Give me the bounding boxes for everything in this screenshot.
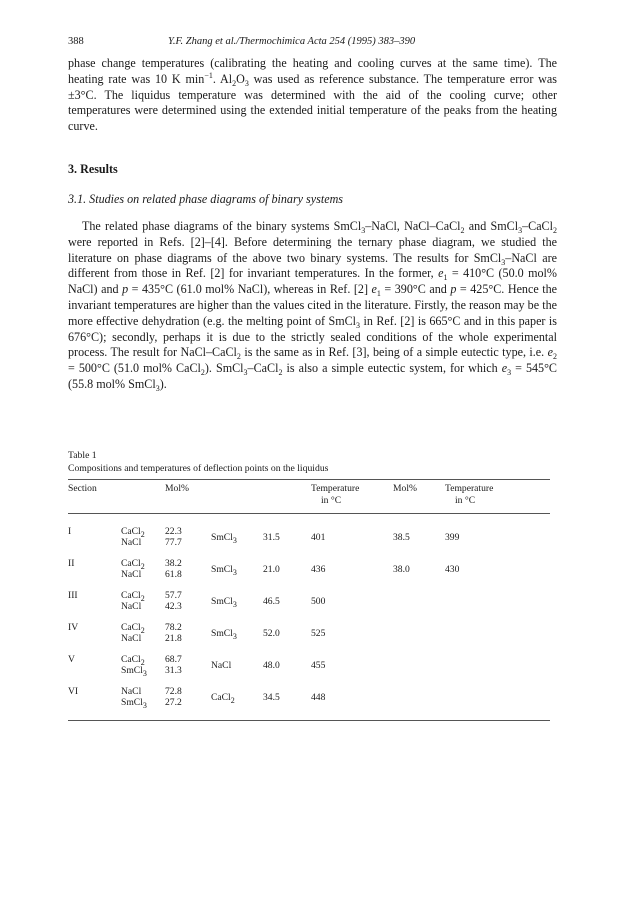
header-mol-2: Mol% — [393, 482, 417, 494]
running-head — [68, 36, 557, 54]
header-section: Section — [68, 482, 97, 494]
header-temp-1: Temperature in °C — [311, 482, 360, 506]
section-heading-results: 3. Results — [68, 161, 118, 176]
table-1 — [68, 479, 550, 721]
table-row: VI NaCl SmCl$_3$ 72.8 27.2 CaCl$_2$ 34.5 448 — [68, 686, 550, 721]
paragraph-binary-systems: The related phase diagrams of the binary systems SmCl$_3$–NaCl, NaCl–CaCl$_2$ and SmCl$_3$–CaCl$_2$ were reported in Refs. [2]–[4]. Before determining the ternary phase diagram, we studied the literature on phase diagrams of the above two binary systems. The results for SmCl$_3$–NaCl are different from those in Ref. [2] for invariant temperatures. In the former, $e_1 = 410^\circ C$ (50.0 mol% NaCl) and p = 435°C (61.0 mol% NaCl), whereas in Ref. [2] $e_1 = 390^\circ C$ and p = 425°C. Hence the invariant temperatures are higher than the values cited in the literature. Firstly, the reason may be the more effective dehydration (e.g. the melting point of SmCl$_3$ in Ref. [2] is 665°C and in this paper is 676°C); secondly, perhaps it is due to the strictly sealed conditions of the whole experimental process. The result for NaCl–CaCl$_2$ is the same as in Ref. [3], being of a simple eutectic type, i.e. $e_2 = 500^\circ C$ (51.0 mol% CaCl$_2$). SmCl$_3$–CaCl$_2$ is also a simple eutectic system, for which $e_3 = 545^\circ C$ (55.8 mol% SmCl$_3$). — [68, 218, 558, 393]
journal-citation: Y.F. Zhang et al./Thermochimica Acta 254 (1995) 383–390 — [168, 36, 416, 47]
table-caption: Compositions and temperatures of deflection points on the liquidus — [68, 462, 329, 474]
page — [68, 36, 557, 721]
paragraph-methods: phase change temperatures (calibrating the heating and cooling curves at the same time). The heating rate was 10 K $\min^{-1}$. $Al_2O_3$ was used as reference substance. The temperature error was ±3°C. The liquidus temperature was determined with the aid of the cooling curve; other temperatures were determined using the extended initial temperature of the peaks from the heating curve. — [68, 56, 557, 134]
subsection-heading: 3.1. Studies on related phase diagrams of binary systems — [68, 191, 344, 206]
table-row: III CaCl$_2$ NaCl 57.7 42.3 SmCl$_3$ 46.5 500 — [68, 589, 326, 613]
header-temp-2: Temperature in °C — [445, 482, 494, 506]
table-row: IV CaCl$_2$ NaCl 78.2 21.8 SmCl$_3$ 52.0 525 — [68, 621, 326, 645]
header-mol-1: Mol% — [165, 482, 189, 494]
table-row: V CaCl$_2$ SmCl$_3$ 68.7 31.3 NaCl 48.0 455 — [68, 653, 326, 679]
page-number: 388 — [68, 36, 84, 47]
table-label: Table 1 — [68, 449, 97, 461]
table-row: II CaCl$_2$ NaCl 38.2 61.8 SmCl$_3$ 21.0 436 38.0 430 — [68, 557, 460, 581]
table-row: I CaCl$_2$ NaCl 22.3 77.7 SmCl$_3$ 31.5 401 38.5 399 — [68, 525, 460, 549]
